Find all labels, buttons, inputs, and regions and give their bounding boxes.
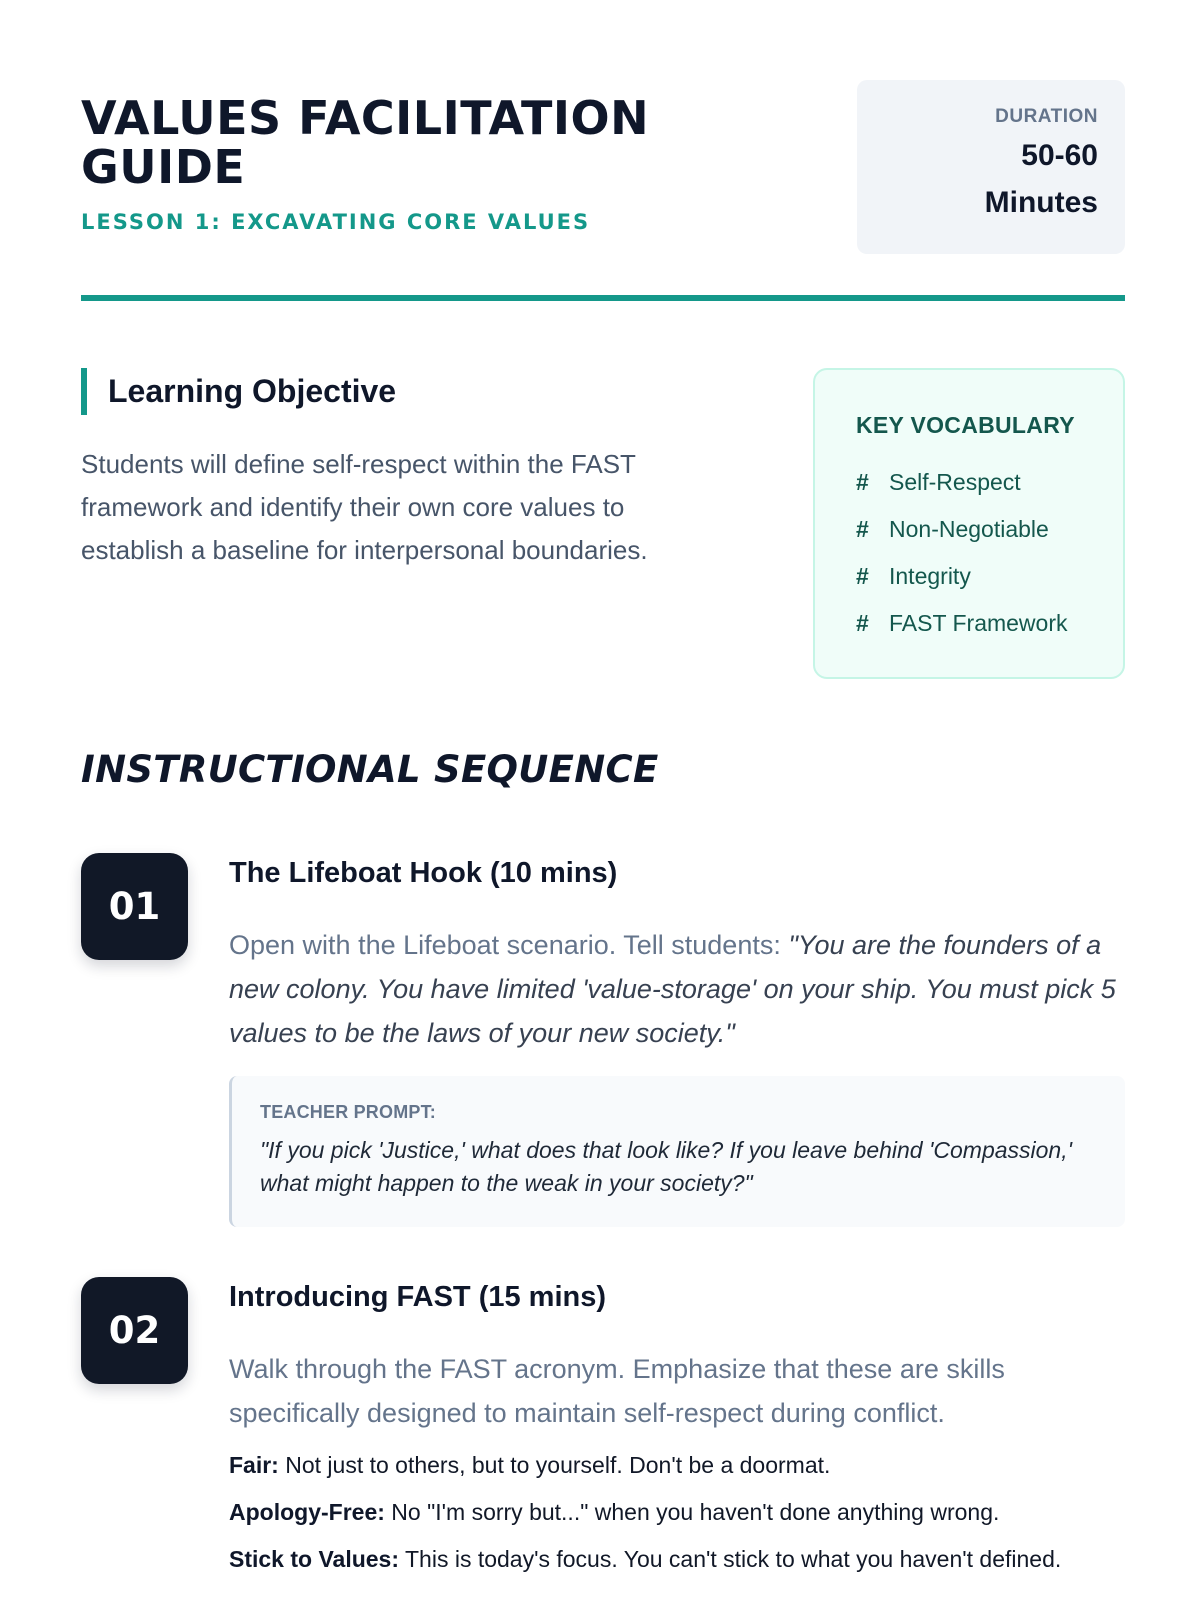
step-title: Introducing FAST (15 mins) bbox=[229, 1281, 607, 1313]
step-description: Walk through the FAST acronym. Emphasize that these are skills specifically designed to maintain self-respect during conflict. bbox=[229, 1354, 1005, 1428]
vocab-item bbox=[856, 553, 1123, 600]
fast-list-item bbox=[229, 1449, 1125, 1481]
step-number-badge: 02 bbox=[81, 1277, 188, 1384]
fast-term: Fair: bbox=[229, 1452, 279, 1478]
page-title: VALUES FACILITATION GUIDE bbox=[81, 91, 650, 194]
vocab-item bbox=[856, 506, 1123, 553]
duration-card bbox=[857, 80, 1125, 254]
header-divider bbox=[81, 295, 1125, 301]
fast-list-item bbox=[229, 1543, 1125, 1575]
instructional-sequence-title: INSTRUCTIONAL SEQUENCE bbox=[81, 748, 659, 791]
hash-icon: # bbox=[856, 469, 869, 495]
learning-objective-text: Students will define self-respect within the FAST framework and identify their own core values to establish a baseline for interpersonal boundaries. bbox=[81, 449, 648, 565]
teacher-prompt-text: "If you pick 'Justice,' what does that look like? If you leave behind 'Compassion,' what might happen to the weak in your society?" bbox=[260, 1137, 1072, 1196]
duration-value bbox=[857, 132, 1098, 226]
step-number-badge: 01 bbox=[81, 853, 188, 960]
vocab-term: Integrity bbox=[889, 563, 971, 589]
vocab-item bbox=[856, 459, 1123, 506]
fast-term: Apology-Free: bbox=[229, 1499, 385, 1525]
fast-list-item bbox=[229, 1496, 1125, 1528]
step-description bbox=[229, 923, 1125, 1055]
guide-header bbox=[81, 80, 1125, 256]
step-title: The Lifeboat Hook (10 mins) bbox=[229, 857, 618, 889]
lesson-subtitle: LESSON 1: EXCAVATING CORE VALUES bbox=[81, 210, 591, 234]
key-vocabulary-title: KEY VOCABULARY bbox=[856, 412, 1075, 438]
fast-description: This is today's focus. You can't stick to what you haven't defined. bbox=[399, 1546, 1062, 1572]
fast-term: Stick to Values: bbox=[229, 1546, 400, 1572]
step-body bbox=[229, 1277, 1125, 1590]
step-description-plain: Open with the Lifeboat scenario. Tell students: bbox=[229, 930, 789, 960]
duration-value-range: 50-60 bbox=[1021, 139, 1098, 172]
vocab-item bbox=[856, 600, 1123, 647]
step-body bbox=[229, 853, 1125, 1227]
hash-icon: # bbox=[856, 563, 869, 589]
vocab-term: FAST Framework bbox=[889, 610, 1068, 636]
learning-objective-heading: Learning Objective bbox=[81, 368, 721, 415]
hash-icon: # bbox=[856, 610, 869, 636]
vocab-term: Self-Respect bbox=[889, 469, 1021, 495]
step-description-quote: "You are the founders of a new colony. You have limited 'value-storage' on your ship. You must pick 5 values to be the laws of your new society." bbox=[229, 930, 1116, 1048]
vocab-term: Non-Negotiable bbox=[889, 516, 1049, 542]
key-vocabulary-card bbox=[813, 368, 1125, 679]
fast-description: Not just to others, but to yourself. Don't be a doormat. bbox=[278, 1452, 831, 1478]
duration-label: DURATION bbox=[995, 106, 1098, 127]
fast-list bbox=[229, 1449, 1125, 1575]
fast-description: No "I'm sorry but..." when you haven't done anything wrong. bbox=[384, 1499, 1000, 1525]
duration-value-unit: Minutes bbox=[984, 186, 1098, 219]
hash-icon: # bbox=[856, 516, 869, 542]
learning-objective-section bbox=[81, 368, 721, 572]
teacher-prompt-box bbox=[229, 1076, 1125, 1227]
teacher-prompt-label: TEACHER PROMPT: bbox=[260, 1102, 437, 1122]
